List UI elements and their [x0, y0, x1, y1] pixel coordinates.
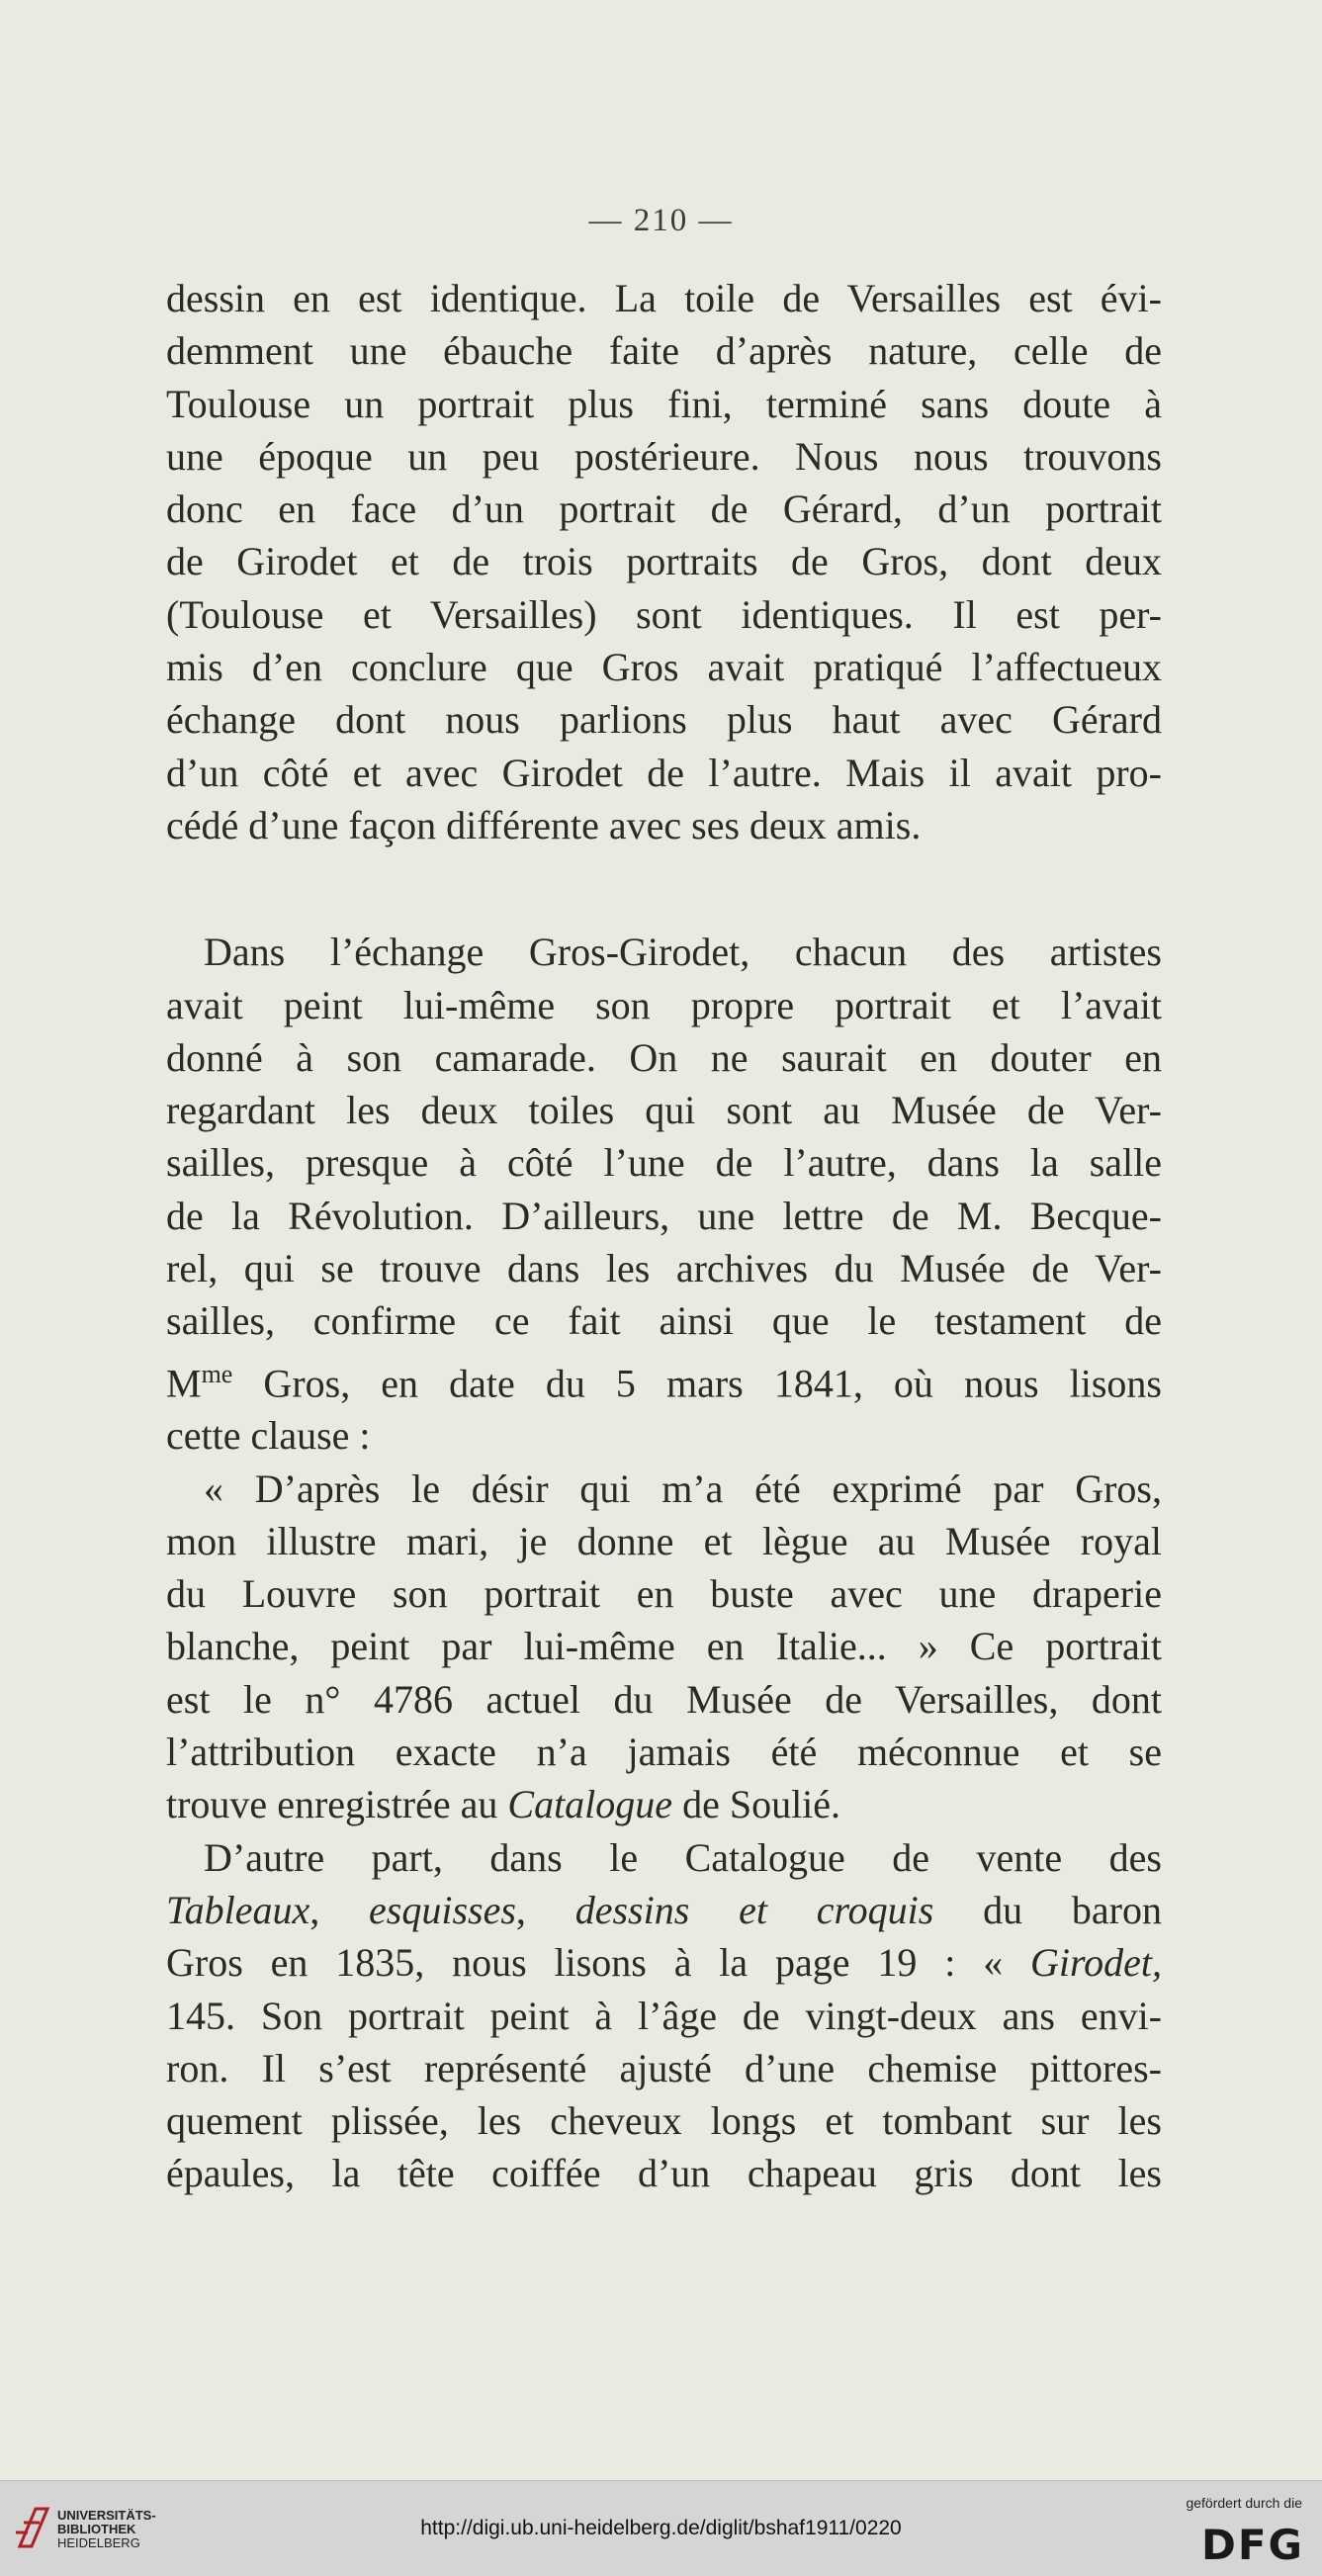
text-run: M	[166, 1360, 202, 1405]
text-run: de Soulié.	[672, 1782, 841, 1827]
paragraph-gap	[166, 851, 1162, 926]
text-line: mis d’en conclure que Gros avait pratiqué l’affectueux	[166, 645, 1162, 690]
text-line: avait peint lui-même son propre portrait et l’avait	[166, 982, 1162, 1027]
text-line: de la Révolution. D’ailleurs, une lettre de M. Becque-	[166, 1193, 1162, 1238]
italic-title: Tableaux	[166, 1887, 310, 1932]
text-run: ,	[515, 1887, 575, 1932]
text-run: du baron	[933, 1887, 1162, 1932]
text-line: cette clause :	[166, 1413, 371, 1459]
text-line: quement plissée, les cheveux longs et tombant sur les	[166, 2098, 1162, 2144]
text-run: ,	[309, 1887, 370, 1932]
italic-title: dessins et croquis	[574, 1887, 934, 1932]
text-line: regardant les deux toiles qui sont au Musée de Ver-	[166, 1088, 1162, 1133]
text-line: mon illustre mari, je donne et lègue au Musée royal	[166, 1518, 1162, 1563]
text-line: dessin en est identique. La toile de Versailles est évi-	[166, 276, 1162, 320]
text-line: sailles, presque à côté l’une de l’autre, dans la salle	[166, 1140, 1162, 1186]
text-line: « D’après le désir qui m’a été exprimé par Gros,	[204, 1466, 1162, 1511]
text-line: d’un côté et avec Girodet de l’autre. Mais il avait pro-	[166, 750, 1162, 795]
text-line: épaules, la tête coiffée d’un chapeau gris dont les	[166, 2151, 1162, 2196]
italic-title: esquisses	[369, 1887, 516, 1932]
library-name-line: UNIVERSITÄTS-	[57, 2508, 156, 2523]
paragraph-1	[166, 272, 1162, 851]
text-line: ron. Il s’est représenté ajusté d’une chemise pittores-	[166, 2045, 1162, 2090]
text-line: de Girodet et de trois portraits de Gros, dont deux	[166, 539, 1162, 584]
text-line: Dans l’échange Gros-Girodet, chacun des artistes	[204, 930, 1162, 975]
text-line: D’autre part, dans le Catalogue de vente des	[204, 1834, 1162, 1880]
text-line: sailles, confirme ce fait ainsi que le testament de	[166, 1298, 1162, 1344]
text-line: est le n° 4786 actuel du Musée de Versailles, dont	[166, 1676, 1162, 1722]
text-line	[166, 1778, 1162, 1830]
text-run: Gros en 1835, nous lisons à la page 19 : «	[166, 1940, 1031, 1986]
funding-label: gefördert durch die	[1186, 2495, 1302, 2511]
library-name-line: HEIDELBERG	[57, 2535, 140, 2550]
text-line: 145. Son portrait peint à l’âge de vingt-deux ans envi-	[166, 1993, 1162, 2038]
paragraph-2	[166, 926, 1162, 1462]
page-number: — 210 —	[588, 203, 734, 238]
text-line: donné à son camarade. On ne saurait en douter en	[166, 1034, 1162, 1080]
text-line: du Louvre son portrait en buste avec une draperie	[166, 1571, 1162, 1617]
text-line	[166, 1884, 1162, 1936]
text-line: (Toulouse et Versailles) sont identiques. Il est per-	[166, 591, 1162, 637]
body-text	[166, 272, 1162, 2200]
library-name-line: BIBLIOTHEK	[57, 2522, 136, 2536]
text-line: l’attribution exacte n’a jamais été méconnue et se	[166, 1730, 1162, 1775]
text-line: rel, qui se trouve dans les archives du Musée de Ver-	[166, 1246, 1162, 1291]
text-line	[166, 1348, 1162, 1410]
italic-title: Girodet,	[1030, 1940, 1162, 1986]
dfg-logo: DFG	[1200, 2521, 1304, 2569]
italic-title: Catalogue	[507, 1782, 673, 1827]
permalink-url[interactable]: http://digi.ub.uni-heidelberg.de/diglit/bshaf1911/0220	[420, 2517, 902, 2539]
text-line: donc en face d’un portrait de Gérard, d’un portrait	[166, 487, 1162, 532]
text-line: blanche, peint par lui-même en Italie... » Ce portrait	[166, 1624, 1162, 1669]
text-run: Gros, en date du 5 mars 1841, où nous lisons	[232, 1360, 1162, 1405]
paragraph-3	[166, 1463, 1162, 1831]
text-line: échange dont nous parlions plus haut avec Gérard	[166, 697, 1162, 743]
text-line: demment une ébauche faite d’après nature, celle de	[166, 328, 1162, 374]
text-run: trouve enregistrée au	[166, 1782, 508, 1827]
text-line: Toulouse un portrait plus fini, terminé sans doute à	[166, 381, 1162, 426]
viewer-footer	[0, 2480, 1322, 2576]
text-line	[166, 1936, 1162, 1989]
superscript: me	[201, 1359, 233, 1388]
paragraph-4	[166, 1831, 1162, 2200]
text-line: une époque un peu postérieure. Nous nous trouvons	[166, 433, 1162, 479]
text-line: cédé d’une façon différente avec ses deux amis.	[166, 802, 922, 847]
